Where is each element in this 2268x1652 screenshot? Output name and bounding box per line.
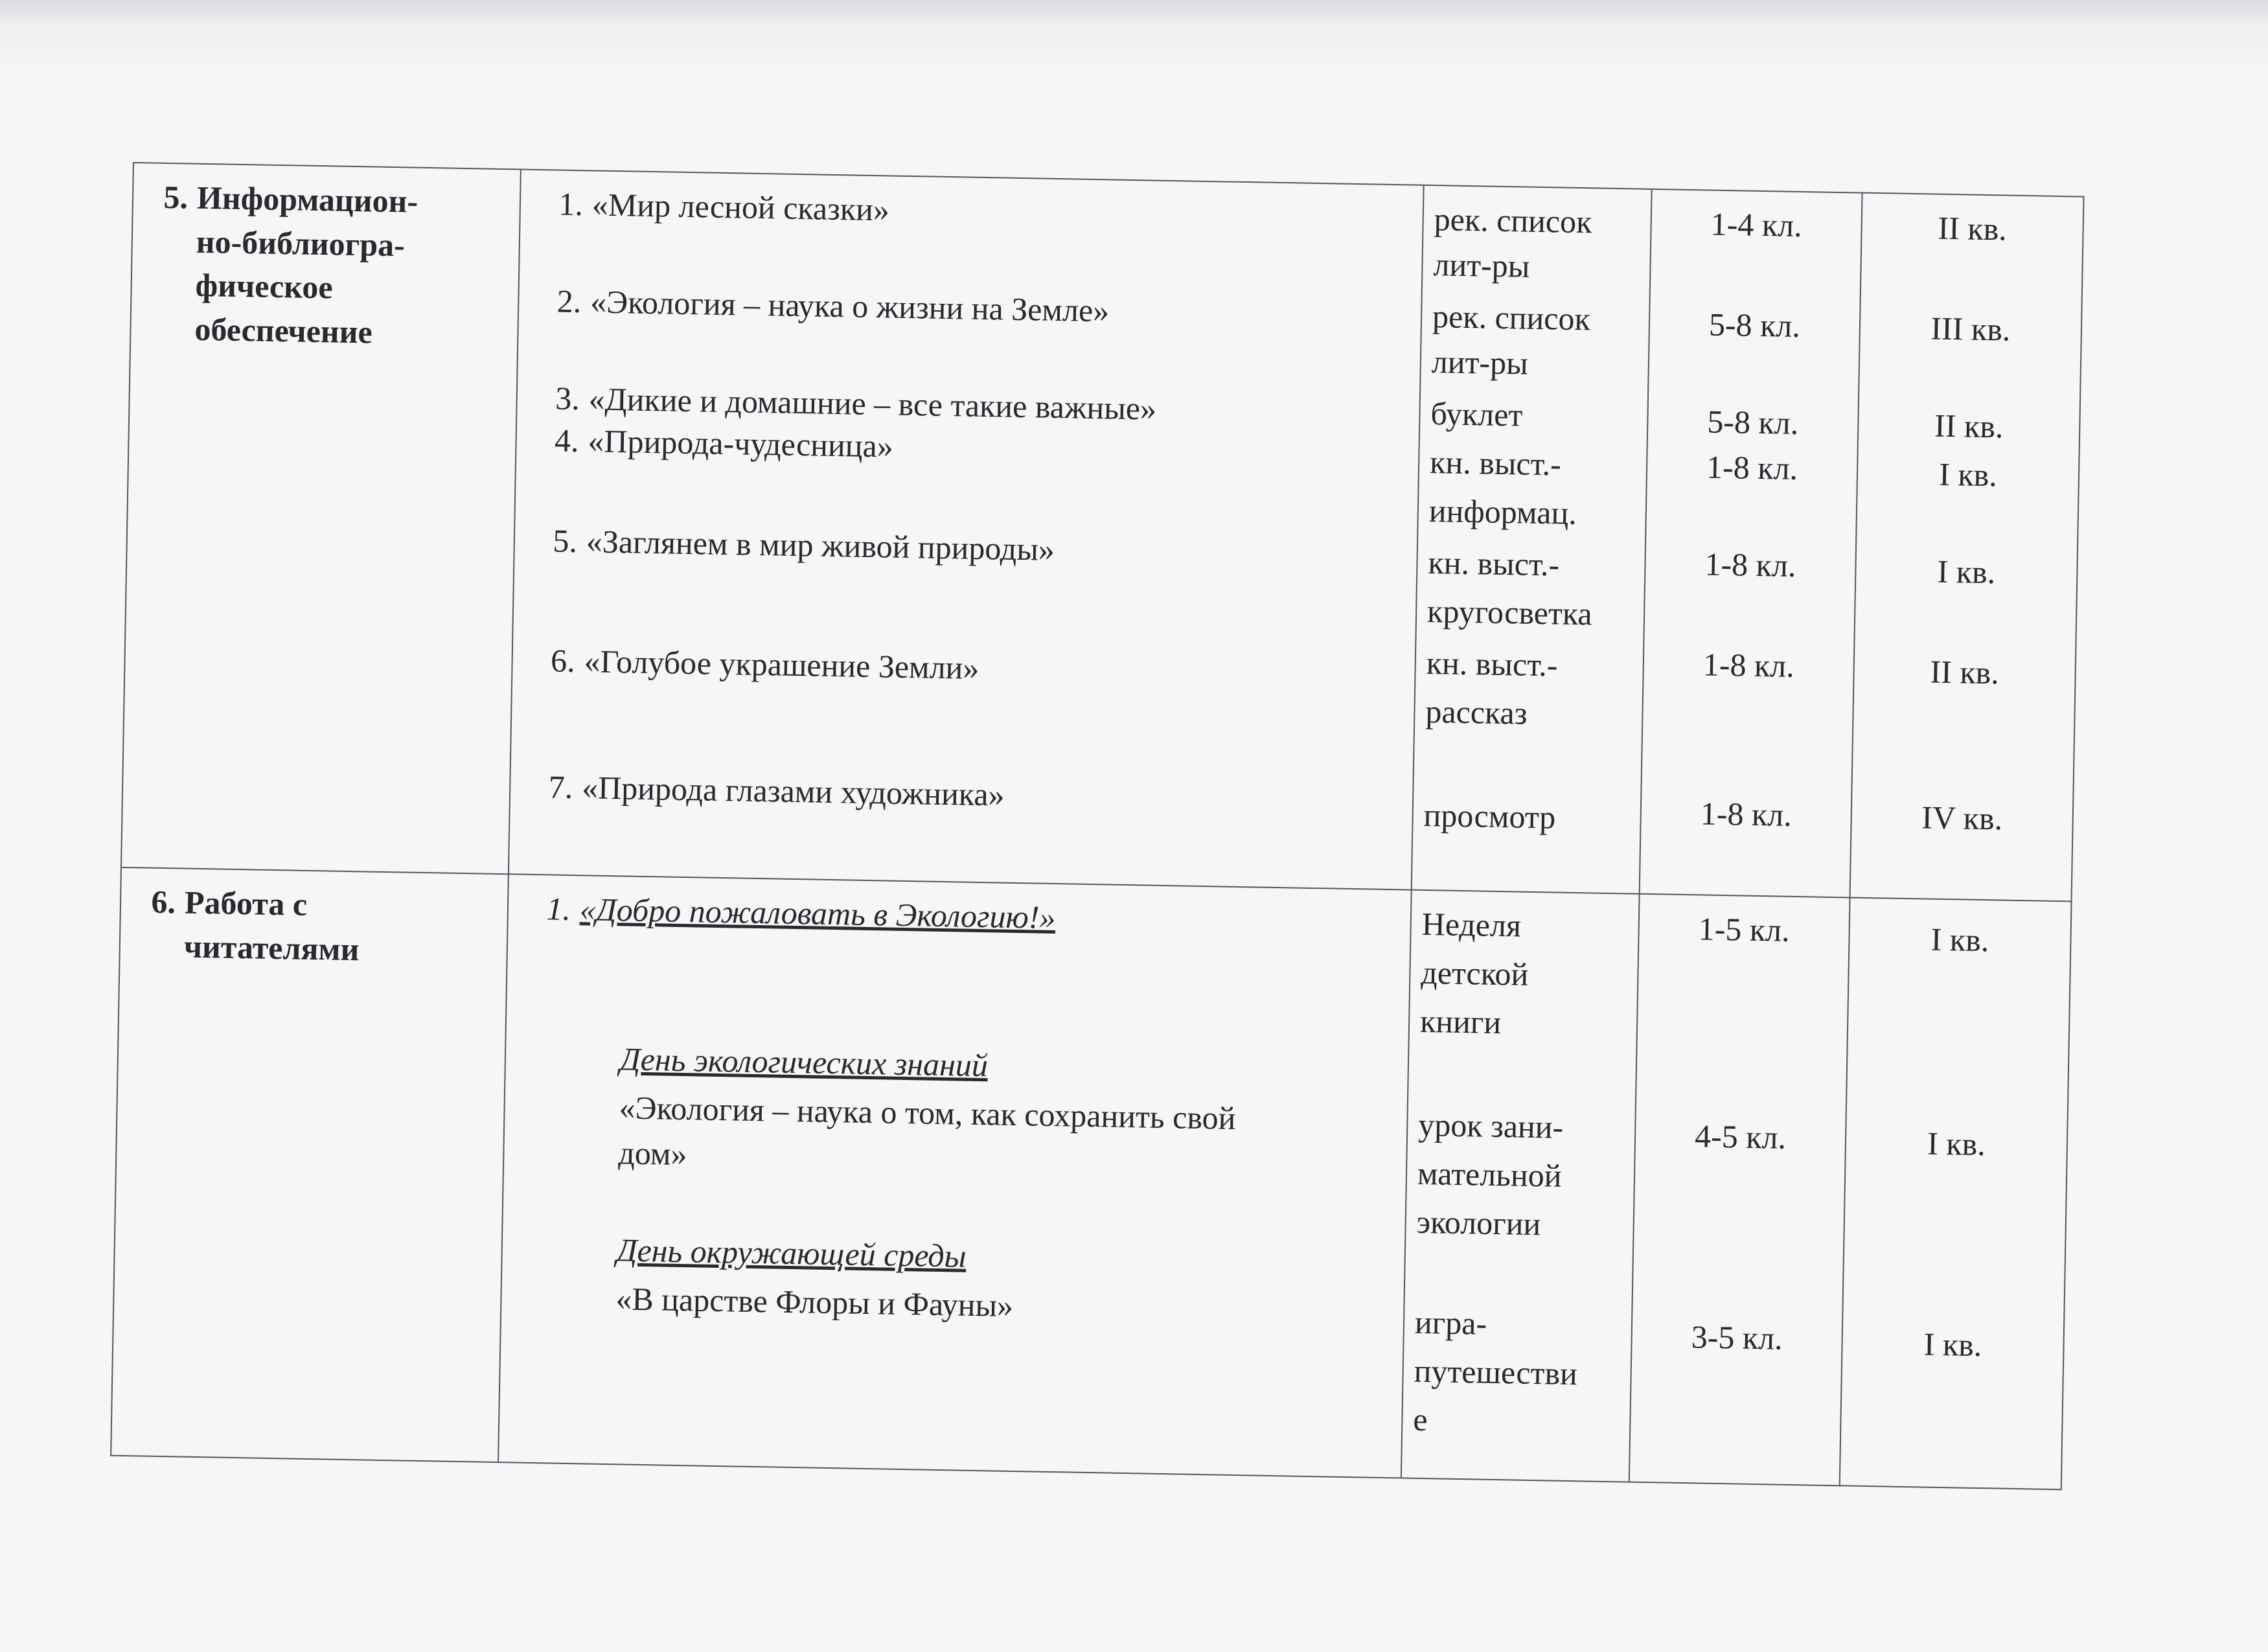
events-cell xyxy=(509,169,1424,889)
quarter-text: I кв. xyxy=(1923,1325,1982,1364)
form-text: информац. xyxy=(1428,492,1577,531)
day-heading: День окружающей среды xyxy=(616,1232,967,1274)
form-text: мательной xyxy=(1417,1154,1563,1194)
form-text: книги xyxy=(1419,1002,1502,1041)
list-item: 2. «Экология – наука о жизни на Земле» xyxy=(556,282,1110,329)
event-text: дом» xyxy=(617,1134,688,1173)
plan-table xyxy=(110,162,2084,1490)
classes-text: 5-8 кл. xyxy=(1708,306,1801,344)
quarter-text: IV кв. xyxy=(1921,799,2003,837)
table-row xyxy=(111,867,2071,1489)
form-text: рассказ xyxy=(1425,693,1528,731)
section-number: 6. xyxy=(151,883,176,921)
quarter-text: II кв. xyxy=(1938,209,2008,247)
quarter-text: III кв. xyxy=(1930,310,2011,348)
form-text: рек. список xyxy=(1434,201,1592,240)
form-text: е xyxy=(1412,1401,1428,1438)
quarter-text: I кв. xyxy=(1937,553,1996,591)
form-text: рек. список xyxy=(1432,298,1591,338)
list-item: 6. «Голубое украшение Земли» xyxy=(550,642,979,686)
form-text: лит-ры xyxy=(1431,343,1529,382)
classes-cell xyxy=(1629,894,1850,1486)
form-text: урок зани- xyxy=(1417,1106,1564,1145)
day-heading: День экологических знаний xyxy=(619,1040,989,1084)
form-text: просмотр xyxy=(1423,796,1556,836)
classes-text: 5-8 кл. xyxy=(1706,403,1799,441)
classes-cell xyxy=(1640,189,1862,898)
table-row xyxy=(121,163,2084,901)
quarter-text: I кв. xyxy=(1927,1125,1986,1163)
classes-text: 1-4 кл. xyxy=(1710,205,1803,244)
event-text: «Экология – наука о том, как сохранить свой xyxy=(619,1089,1236,1136)
list-item: 1. «Мир лесной сказки» xyxy=(558,185,890,228)
form-cell xyxy=(1412,185,1652,894)
form-text: лит-ры xyxy=(1433,246,1530,284)
form-text: детской xyxy=(1420,954,1529,992)
form-text: путешестви xyxy=(1414,1352,1578,1392)
section-title-cell xyxy=(121,163,521,874)
section-title: Информацион- но-библиогра- фическое обеспечение xyxy=(194,179,418,350)
quarter-cell xyxy=(1840,897,2072,1489)
list-item: 7. «Природа глазами художника» xyxy=(548,768,1005,813)
quarter-cell xyxy=(1850,193,2084,902)
quarter-text: I кв. xyxy=(1938,455,1998,494)
form-text: кругосветка xyxy=(1426,592,1593,632)
quarter-text: I кв. xyxy=(1930,921,1989,959)
form-text: кн. выст.- xyxy=(1426,644,1558,683)
table-sheet xyxy=(109,162,2124,1524)
classes-text: 1-5 кл. xyxy=(1698,910,1791,948)
form-text: кн. выст.- xyxy=(1428,544,1560,583)
section-title-cell xyxy=(111,867,509,1462)
list-item: 1. «Добро пожаловать в Экологию!» xyxy=(545,890,1056,936)
form-text: экологии xyxy=(1416,1203,1541,1243)
classes-text: 3-5 кл. xyxy=(1691,1318,1783,1357)
classes-text: 1-8 кл. xyxy=(1706,448,1798,487)
list-item: 4. «Природа-чудесница» xyxy=(554,422,894,465)
form-text: буклет xyxy=(1430,395,1523,433)
classes-text: 1-8 кл. xyxy=(1702,646,1795,684)
form-cell xyxy=(1401,890,1640,1482)
form-text: кн. выст.- xyxy=(1429,444,1562,483)
form-text: Неделя xyxy=(1421,905,1522,944)
quarter-text: II кв. xyxy=(1934,407,2004,445)
quarter-text: II кв. xyxy=(1930,653,2000,691)
event-text: «В царстве Флоры и Фауны» xyxy=(615,1280,1014,1324)
form-text: игра- xyxy=(1414,1303,1487,1342)
section-number: 5. xyxy=(163,178,189,216)
classes-text: 1-8 кл. xyxy=(1700,795,1793,833)
list-item: 3. «Дикие и домашние – все такие важные» xyxy=(555,380,1157,427)
events-cell xyxy=(498,874,1412,1478)
section-title: Работа с читателями xyxy=(183,884,360,967)
list-item: 5. «Заглянем в мир живой природы» xyxy=(552,522,1055,568)
classes-text: 1-8 кл. xyxy=(1704,545,1796,584)
classes-text: 4-5 кл. xyxy=(1694,1118,1787,1156)
